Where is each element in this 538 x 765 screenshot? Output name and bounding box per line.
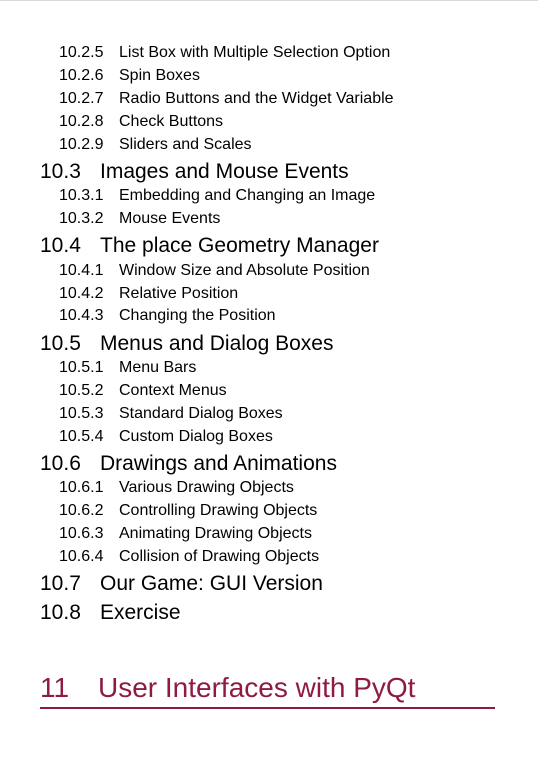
toc-entry-10-4-1[interactable] (59, 263, 370, 279)
toc-entry-10-6-3[interactable] (59, 526, 312, 542)
toc-section-number: 10.7 (40, 572, 81, 595)
toc-entry-10-5-4[interactable] (59, 429, 273, 445)
toc-entry-10-2-9[interactable] (59, 137, 252, 153)
toc-entry-10-6-4[interactable] (59, 549, 319, 565)
toc-entry-title: Sliders and Scales (119, 136, 252, 153)
toc-section-number: 10.5 (40, 332, 81, 355)
toc-entry-10-2-6[interactable] (59, 68, 200, 84)
page-top-rule (0, 0, 538, 1)
toc-entry-title: Standard Dialog Boxes (119, 405, 283, 422)
toc-entry-number: 10.4.3 (59, 307, 104, 324)
toc-entry-10-2-5[interactable] (59, 45, 390, 61)
chapter-number: 11 (40, 672, 70, 703)
toc-entry-title: Radio Buttons and the Widget Variable (119, 90, 394, 107)
toc-section-10-6[interactable] (40, 453, 337, 474)
toc-entry-number: 10.6.2 (59, 502, 104, 519)
toc-entry-number: 10.6.1 (59, 479, 104, 496)
toc-entry-number: 10.2.6 (59, 67, 104, 84)
toc-entry-title: Various Drawing Objects (119, 479, 294, 496)
toc-entry-title: Controlling Drawing Objects (119, 502, 318, 519)
toc-entry-title: Changing the Position (119, 307, 276, 324)
toc-entry-number: 10.6.3 (59, 525, 104, 542)
toc-entry-10-3-1[interactable] (59, 188, 375, 204)
toc-entry-title: Mouse Events (119, 210, 221, 227)
toc-entry-title: Menu Bars (119, 359, 197, 376)
toc-entry-10-5-1[interactable] (59, 360, 196, 376)
toc-entry-title: Collision of Drawing Objects (119, 548, 320, 565)
toc-section-10-8[interactable] (40, 602, 181, 623)
toc-entry-number: 10.2.8 (59, 113, 104, 130)
toc-section-title: Images and Mouse Events (100, 160, 349, 183)
toc-entry-10-4-2[interactable] (59, 286, 238, 302)
toc-section-title: Our Game: GUI Version (100, 572, 323, 595)
toc-section-number: 10.4 (40, 234, 81, 257)
toc-section-10-3[interactable] (40, 161, 349, 182)
toc-entry-number: 10.6.4 (59, 548, 104, 565)
toc-entry-number: 10.4.2 (59, 285, 104, 302)
toc-entry-number: 10.3.2 (59, 210, 104, 227)
toc-entry-10-6-1[interactable] (59, 480, 294, 496)
chapter-heading-11[interactable] (40, 674, 415, 702)
chapter-underline (40, 707, 495, 709)
toc-section-number: 10.3 (40, 160, 81, 183)
toc-entry-number: 10.3.1 (59, 187, 104, 204)
toc-section-10-7[interactable] (40, 573, 323, 594)
toc-entry-title: Context Menus (119, 382, 227, 399)
toc-section-title: The place Geometry Manager (100, 234, 379, 257)
toc-section-number: 10.6 (40, 452, 81, 475)
toc-entry-10-5-3[interactable] (59, 406, 283, 422)
toc-entry-10-5-2[interactable] (59, 383, 227, 399)
toc-entry-title: Animating Drawing Objects (119, 525, 312, 542)
toc-entry-title: Spin Boxes (119, 67, 200, 84)
toc-entry-10-2-7[interactable] (59, 91, 394, 107)
toc-section-10-4[interactable] (40, 235, 379, 256)
toc-entry-title: Custom Dialog Boxes (119, 428, 273, 445)
toc-section-title: Exercise (100, 601, 181, 624)
toc-entry-number: 10.2.7 (59, 90, 104, 107)
toc-entry-number: 10.5.3 (59, 405, 104, 422)
toc-entry-number: 10.2.9 (59, 136, 104, 153)
toc-section-title: Drawings and Animations (100, 452, 337, 475)
toc-entry-number: 10.2.5 (59, 44, 104, 61)
toc-entry-title: Window Size and Absolute Position (119, 262, 370, 279)
toc-entry-number: 10.5.2 (59, 382, 104, 399)
toc-entry-title: Relative Position (119, 285, 239, 302)
toc-section-title: Menus and Dialog Boxes (100, 332, 334, 355)
toc-entry-title: Check Buttons (119, 113, 224, 130)
toc-entry-title: Embedding and Changing an Image (119, 187, 376, 204)
toc-entry-title: List Box with Multiple Selection Option (119, 44, 391, 61)
toc-entry-10-6-2[interactable] (59, 503, 317, 519)
toc-entry-number: 10.5.4 (59, 428, 104, 445)
toc-entry-number: 10.5.1 (59, 359, 104, 376)
toc-section-number: 10.8 (40, 601, 81, 624)
toc-entry-number: 10.4.1 (59, 262, 104, 279)
toc-entry-10-2-8[interactable] (59, 114, 223, 130)
toc-entry-10-4-3[interactable] (59, 308, 276, 324)
toc-entry-10-3-2[interactable] (59, 211, 220, 227)
toc-section-10-5[interactable] (40, 333, 333, 354)
chapter-title: User Interfaces with PyQt (98, 672, 416, 703)
